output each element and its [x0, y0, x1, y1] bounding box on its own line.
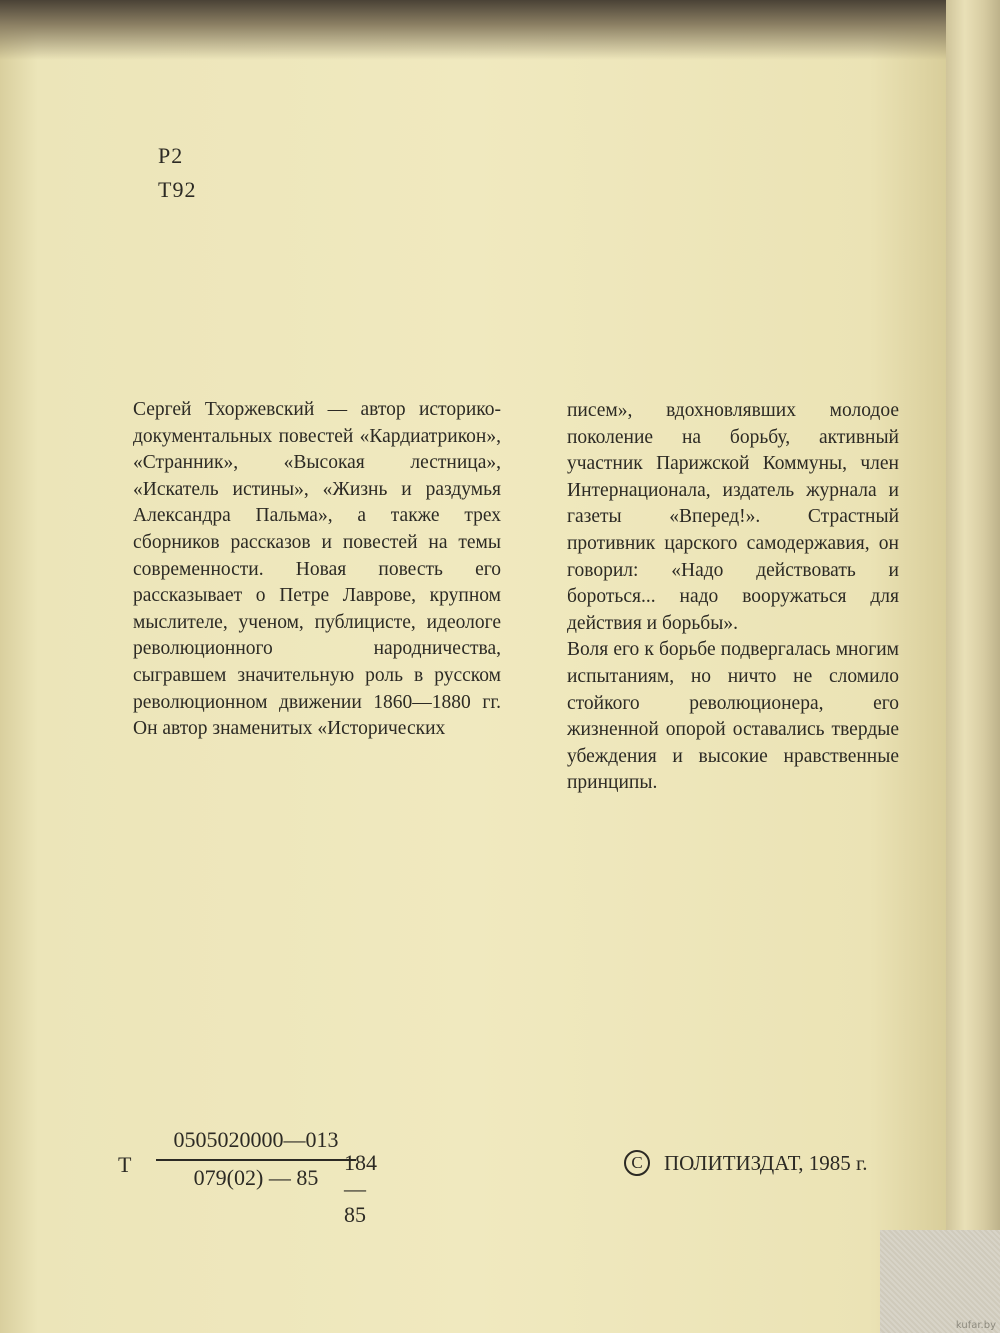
- annotation-paragraph: писем», вдохновлявших молодое поколение на борьбу, активный участник Парижской Коммуны, член Интернационала, издатель журнала и газеты «Вперед!». Страстный противник царского самодержавия, он говорил: «Надо действовать и бороться... надо вооружаться для действия и борьбы».: [567, 400, 899, 634]
- index-prefix: Т: [118, 1152, 132, 1177]
- annotation-right-column: [567, 398, 899, 797]
- watermark: kufar.by: [955, 1320, 996, 1331]
- book-spine: [946, 0, 1000, 1333]
- cloth-background: [880, 1230, 1000, 1333]
- fraction-line: [156, 1159, 356, 1161]
- index-numerator: 0505020000—013: [173, 1127, 339, 1152]
- classification-code-1: Р2: [158, 143, 184, 168]
- publisher-copyright: [624, 1150, 868, 1176]
- index-price-code: 184—85: [344, 1150, 377, 1227]
- annotation-paragraph: Воля его к борьбе подвергалась многим испытаниям, но ничто не сломило стойкого революционера, его жизненной опорой оставались твердые убеждения и высокие нравственные принципы.: [567, 639, 899, 794]
- copyright-icon: C: [624, 1150, 650, 1176]
- annotation-left-column: [133, 397, 501, 743]
- annotation-paragraph: Сергей Тхоржевский — автор историко-документальных повестей «Кардиатрикон», «Странник», «Высокая лестница», «Искатель истины», «Жизнь и раздумья Александра Пальма», а также трех сборников рассказов и повестей на темы современности. Новая повесть его рассказывает о Петре Лаврове, крупном мыслителе, ученом, публицисте, идеологе революционного народничества, сыгравшем значительную роль в русском революционном движении 1860—1880 гг. Он автор знаменитых «Исторических: [133, 399, 501, 740]
- classification-code-2: Т92: [158, 177, 197, 202]
- publisher-text: ПОЛИТИЗДАТ, 1985 г.: [664, 1150, 868, 1175]
- index-denominator: 079(02) — 85: [193, 1165, 319, 1190]
